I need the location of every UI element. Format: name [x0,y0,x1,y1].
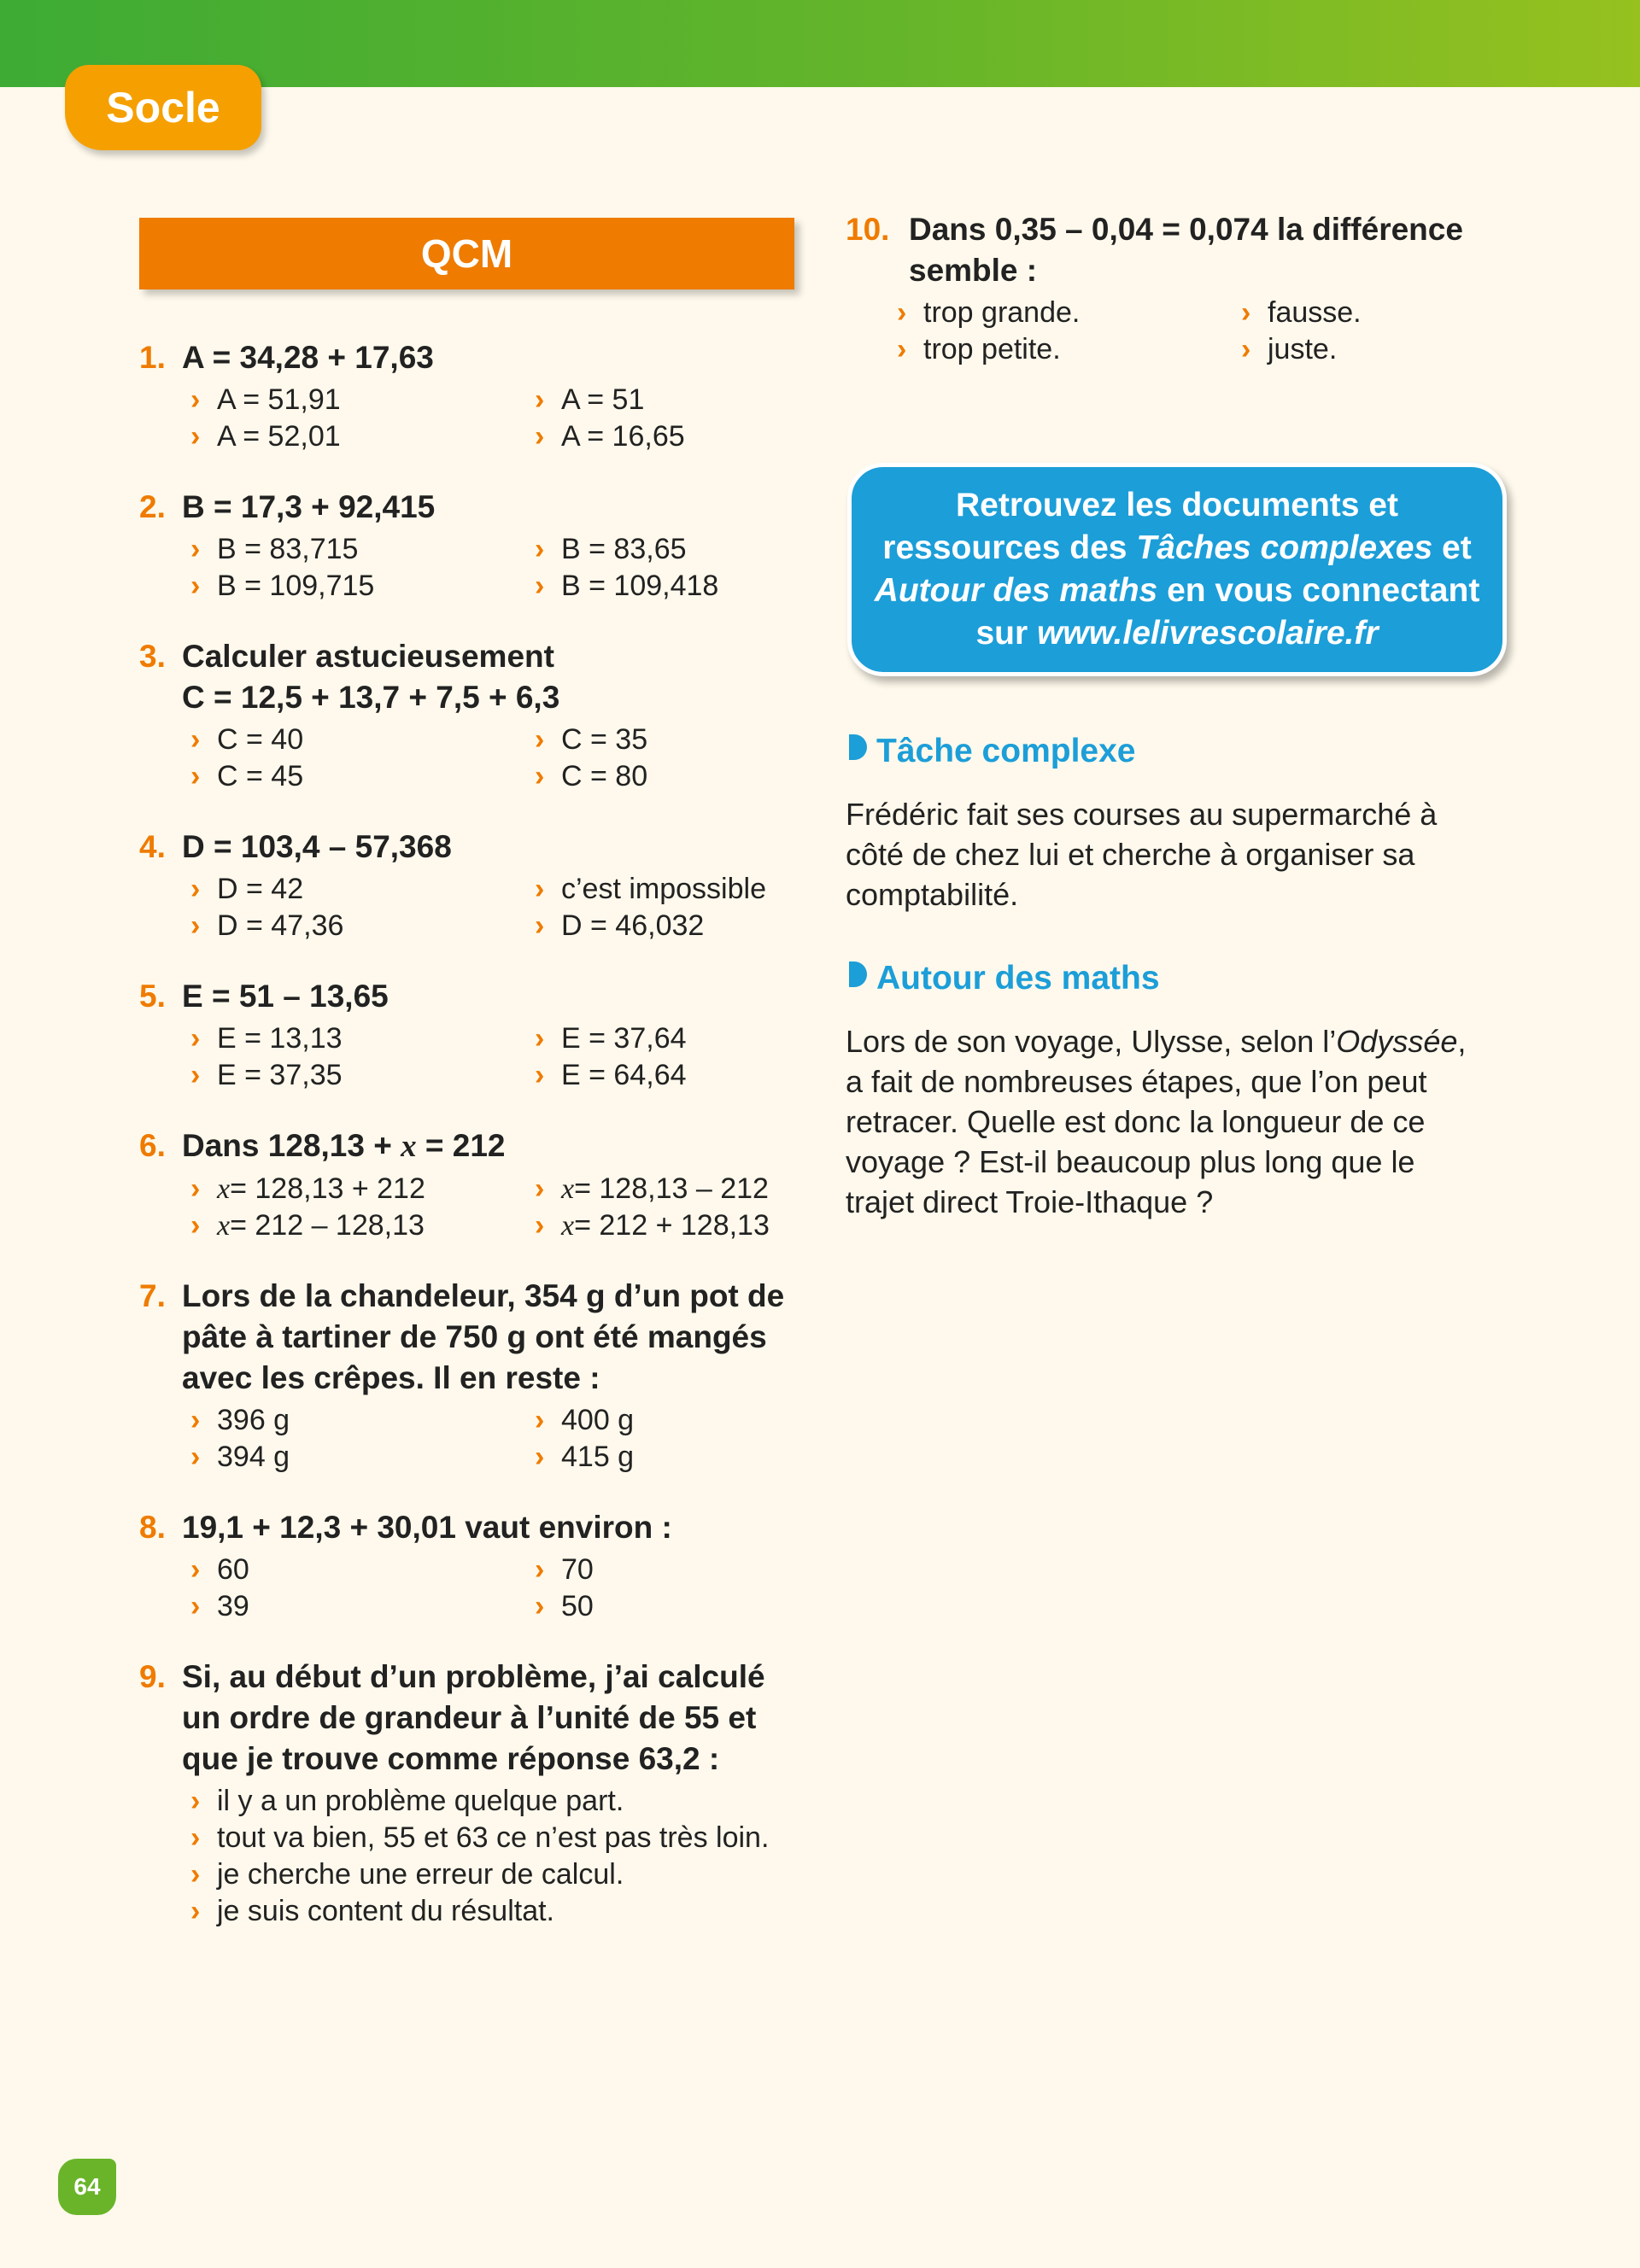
question-7 [139,1276,814,1476]
chevron-right-icon: › [535,1441,545,1473]
answer-option[interactable]: › C = 40 [190,722,535,758]
answer-option[interactable]: › c’est impossible [535,871,859,908]
question-number: 9. [139,1659,166,1694]
info-line-4: sur www.lelivrescolaire.fr [975,615,1379,652]
answer-option[interactable]: › B = 109,715 [190,568,535,605]
chevron-right-icon: › [535,533,545,565]
question-2 [139,487,814,605]
answer-options [897,295,1512,368]
answer-option[interactable]: › 396 g [190,1402,535,1439]
question-text: D = 103,4 – 57,368 [182,829,452,864]
qcm-left-column [139,337,814,1961]
answer-options [190,871,814,944]
answer-option[interactable]: › 70 [535,1552,859,1588]
chevron-right-icon: › [190,1172,201,1205]
answer-option[interactable]: › D = 42 [190,871,535,908]
chevron-right-icon: › [190,1022,201,1055]
question-1 [139,337,814,455]
chevron-right-icon: › [1241,296,1251,329]
answer-option[interactable]: › A = 51 [535,382,859,418]
question-text: Si, au début d’un problème, j’ai calculé un ordre de grandeur à l’unité de 55 et que je trouve comme réponse 63,2 : [182,1659,765,1776]
answer-option[interactable]: › A = 52,01 [190,418,535,455]
chevron-right-icon: › [535,1553,545,1586]
answer-options [190,1552,814,1625]
question-text: A = 34,28 + 17,63 [182,340,434,375]
page-number-badge: 64 [58,2159,116,2215]
answer-option[interactable]: › E = 37,35 [190,1057,535,1094]
answer-option[interactable]: › x = 212 + 128,13 [535,1207,859,1244]
answer-option[interactable]: › x = 128,13 – 212 [535,1171,859,1207]
socle-tab-label: Socle [106,84,220,132]
chevron-right-icon: › [535,1022,545,1055]
chevron-right-icon: › [535,383,545,416]
chevron-right-icon: › [535,723,545,756]
resources-info-box [847,463,1507,676]
answer-option[interactable]: › x = 128,13 + 212 [190,1171,535,1207]
question-number: 5. [139,979,166,1014]
answer-options [190,1783,814,1930]
question-3 [139,636,814,795]
chevron-right-icon: › [190,1404,201,1436]
autour-des-maths-text: Lors de son voyage, Ulysse, selon l’Odyssée, a fait de nombreuses étapes, que l’on peut retracer. Quelle est donc la longueur de ce voyage ? Est-il beaucoup plus long que le trajet direct Troie-Ithaque ? [846,1024,1467,1219]
chevron-right-icon: › [190,533,201,565]
question-text: Lors de la chandeleur, 354 g d’un pot de pâte à tartiner de 750 g ont été mangés avec les crêpes. Il en reste : [182,1278,785,1395]
chevron-right-icon: › [190,570,201,602]
question-5 [139,976,814,1094]
chevron-right-icon: › [190,1553,201,1586]
socle-tab [65,65,261,150]
tache-complexe-heading: Tâche complexe [846,733,1135,770]
tache-complexe-text: Frédéric fait ses courses au supermarché à côté de chez lui et cherche à organiser sa comptabilité. [846,797,1438,912]
answer-option[interactable]: › je cherche une erreur de calcul. [190,1856,823,1893]
answer-option[interactable]: › B = 109,418 [535,568,859,605]
answer-option[interactable]: › trop grande. [897,295,1241,331]
question-10 [846,209,1512,368]
qcm-right-column [846,209,1512,400]
answer-options [190,722,814,795]
question-text: 19,1 + 12,3 + 30,01 vaut environ : [182,1510,672,1545]
info-line-3: Autour des maths en vous connectant [874,572,1480,609]
question-text: B = 17,3 + 92,415 [182,489,436,524]
info-line-2: ressources des Tâches complexes et [882,529,1472,566]
question-number: 7. [139,1278,166,1313]
question-number: 2. [139,489,166,524]
answer-options [190,1020,814,1094]
answer-option[interactable]: › D = 46,032 [535,908,859,944]
chevron-right-icon: › [190,1785,201,1817]
question-number: 8. [139,1510,166,1545]
answer-options [190,531,814,605]
question-text: E = 51 – 13,65 [182,979,389,1014]
chevron-right-icon: › [190,1059,201,1091]
chevron-right-icon: › [190,1858,201,1891]
answer-option[interactable]: › B = 83,65 [535,531,859,568]
question-number: 3. [139,639,166,674]
chevron-right-icon: › [535,420,545,453]
answer-options [190,382,814,455]
answer-option[interactable]: › 50 [535,1588,859,1625]
chevron-right-icon: › [535,570,545,602]
autour-des-maths-heading: Autour des maths [846,960,1160,997]
chevron-right-icon: › [535,1172,545,1205]
answer-option[interactable]: › trop petite. [897,331,1241,368]
answer-options [190,1402,814,1476]
chevron-right-icon: › [190,1821,201,1854]
answer-option[interactable]: › 415 g [535,1439,859,1476]
chevron-right-icon: › [897,333,907,365]
chevron-right-icon: › [535,873,545,905]
answer-option[interactable]: › fausse. [1241,295,1497,331]
chevron-right-icon: › [190,723,201,756]
chevron-right-icon: › [535,1059,545,1091]
half-circle-bullet-icon [846,733,876,770]
chevron-right-icon: › [190,420,201,453]
answer-option[interactable]: › 394 g [190,1439,535,1476]
qcm-title: QCM [420,231,513,276]
chevron-right-icon: › [190,1441,201,1473]
answer-option[interactable]: › il y a un problème quelque part. [190,1783,823,1820]
answer-option[interactable]: › A = 16,65 [535,418,859,455]
answer-option[interactable]: › juste. [1241,331,1497,368]
chevron-right-icon: › [190,909,201,942]
chevron-right-icon: › [190,1895,201,1927]
info-line-1: Retrouvez les documents et [956,487,1398,523]
answer-option[interactable]: › C = 80 [535,758,859,795]
answer-option[interactable]: › je suis content du résultat. [190,1893,823,1930]
answer-option[interactable]: › E = 13,13 [190,1020,535,1057]
answer-option[interactable]: › 60 [190,1552,535,1588]
question-4 [139,827,814,944]
answer-option[interactable]: › C = 45 [190,758,535,795]
chevron-right-icon: › [535,1404,545,1436]
question-text: Dans 128,13 + x = 212 [182,1128,506,1164]
answer-option[interactable]: › A = 51,91 [190,382,535,418]
chevron-right-icon: › [190,873,201,905]
chevron-right-icon: › [190,383,201,416]
answer-option[interactable]: › C = 35 [535,722,859,758]
answer-option[interactable]: › E = 37,64 [535,1020,859,1057]
chevron-right-icon: › [897,296,907,329]
chevron-right-icon: › [190,760,201,792]
chevron-right-icon: › [190,1590,201,1622]
qcm-title-banner [139,218,794,289]
question-number: 1. [139,340,166,375]
question-text: Calculer astucieusement C = 12,5 + 13,7 + 7,5 + 6,3 [182,639,560,715]
question-number: 6. [139,1128,166,1163]
answer-option[interactable]: › 39 [190,1588,535,1625]
answer-option[interactable]: › E = 64,64 [535,1057,859,1094]
chevron-right-icon: › [535,1590,545,1622]
question-text: Dans 0,35 – 0,04 = 0,074 la différence semble : [909,212,1463,288]
chevron-right-icon: › [1241,333,1251,365]
question-6 [139,1125,814,1244]
chevron-right-icon: › [535,760,545,792]
question-8 [139,1507,814,1625]
chevron-right-icon: › [535,1209,545,1242]
chevron-right-icon: › [190,1209,201,1242]
question-number: 10. [846,212,890,247]
website-link[interactable]: www.lelivrescolaire.fr [1036,615,1379,652]
answer-option[interactable]: › 400 g [535,1402,859,1439]
answer-option[interactable]: › tout va bien, 55 et 63 ce n’est pas très loin. [190,1820,823,1856]
answer-option[interactable]: › B = 83,715 [190,531,535,568]
question-9 [139,1657,814,1930]
question-number: 4. [139,829,166,864]
answer-options [190,1171,814,1244]
answer-option[interactable]: › x = 212 – 128,13 [190,1207,535,1244]
answer-option[interactable]: › D = 47,36 [190,908,535,944]
chevron-right-icon: › [535,909,545,942]
half-circle-bullet-icon [846,960,876,997]
